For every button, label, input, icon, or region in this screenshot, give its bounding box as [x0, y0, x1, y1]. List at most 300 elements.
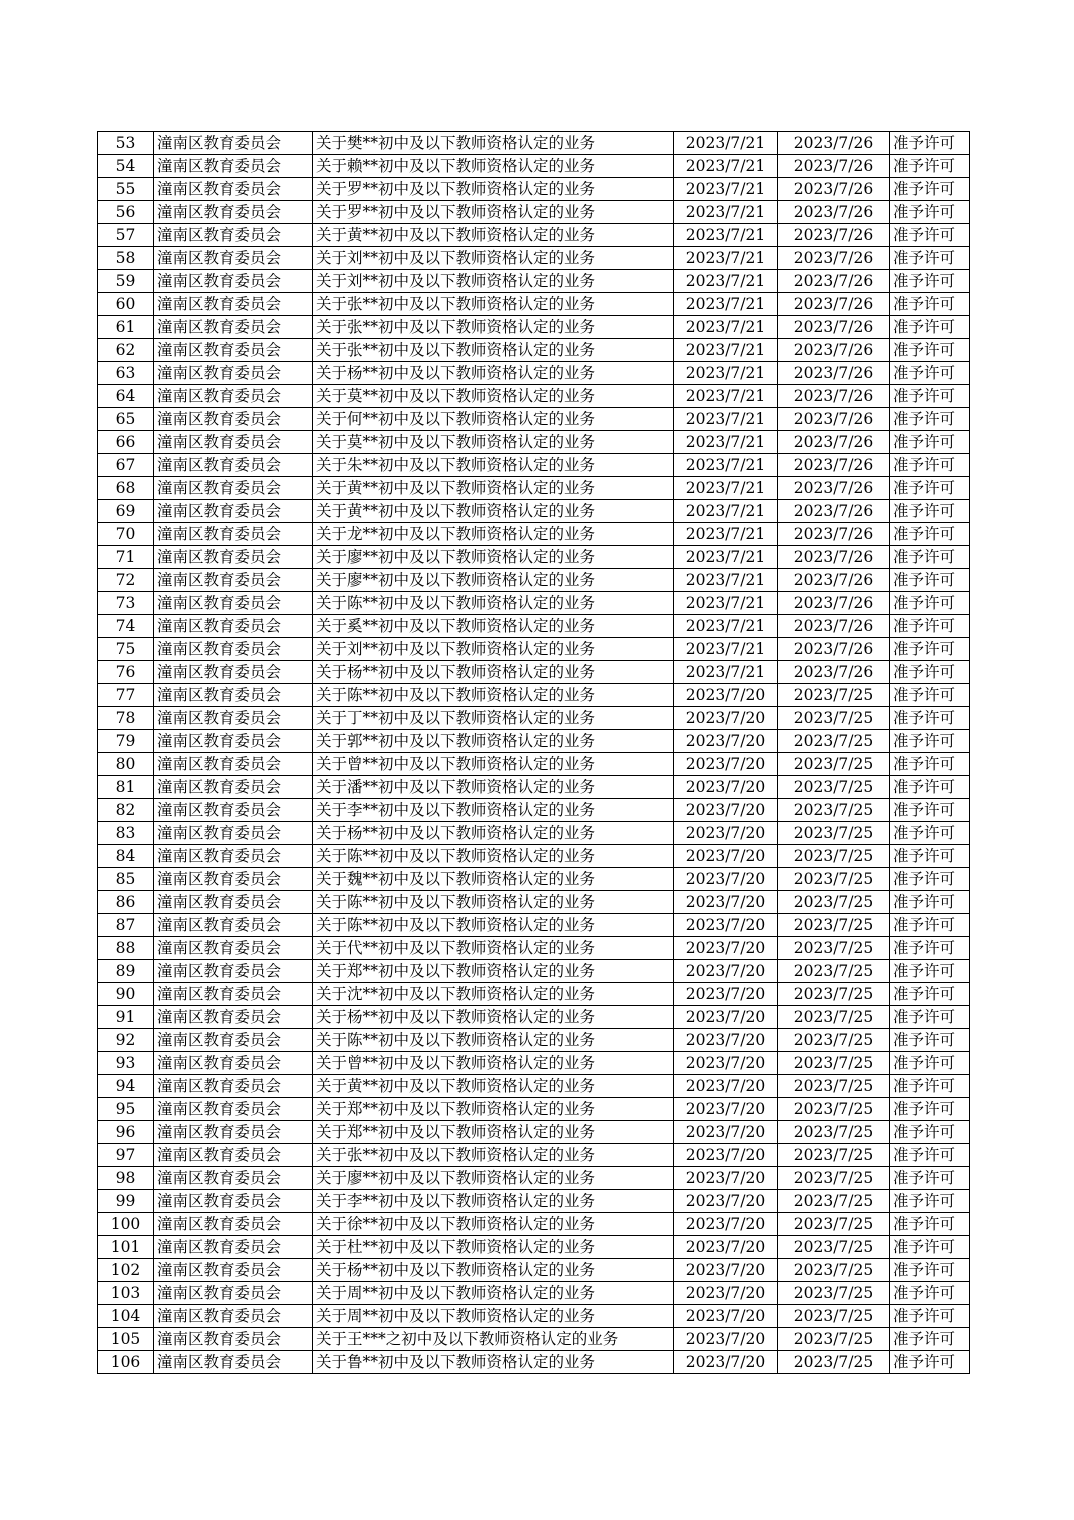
matter-title: 关于潘**初中及以下教师资格认定的业务 [313, 776, 674, 799]
permit-table-body [98, 132, 970, 1374]
table-row [98, 960, 970, 983]
authority-name: 潼南区教育委员会 [154, 178, 313, 201]
decision-date: 2023/7/26 [778, 615, 890, 638]
authority-name: 潼南区教育委员会 [154, 799, 313, 822]
matter-title: 关于杨**初中及以下教师资格认定的业务 [313, 822, 674, 845]
matter-title: 关于李**初中及以下教师资格认定的业务 [313, 799, 674, 822]
authority-name: 潼南区教育委员会 [154, 546, 313, 569]
accept-date: 2023/7/21 [674, 339, 778, 362]
decision-date: 2023/7/26 [778, 293, 890, 316]
accept-date: 2023/7/21 [674, 523, 778, 546]
table-row [98, 477, 970, 500]
row-number: 53 [98, 132, 154, 155]
table-row [98, 799, 970, 822]
row-number: 105 [98, 1328, 154, 1351]
table-row [98, 684, 970, 707]
matter-title: 关于王***之初中及以下教师资格认定的业务 [313, 1328, 674, 1351]
accept-date: 2023/7/20 [674, 983, 778, 1006]
permit-table [97, 131, 970, 1374]
decision-result: 准予许可 [890, 592, 970, 615]
matter-title: 关于陈**初中及以下教师资格认定的业务 [313, 592, 674, 615]
authority-name: 潼南区教育委员会 [154, 753, 313, 776]
table-row [98, 1236, 970, 1259]
accept-date: 2023/7/21 [674, 615, 778, 638]
accept-date: 2023/7/20 [674, 1190, 778, 1213]
matter-title: 关于罗**初中及以下教师资格认定的业务 [313, 201, 674, 224]
decision-date: 2023/7/26 [778, 270, 890, 293]
decision-result: 准予许可 [890, 1190, 970, 1213]
table-row [98, 845, 970, 868]
decision-result: 准予许可 [890, 247, 970, 270]
accept-date: 2023/7/21 [674, 638, 778, 661]
row-number: 97 [98, 1144, 154, 1167]
matter-title: 关于张**初中及以下教师资格认定的业务 [313, 339, 674, 362]
accept-date: 2023/7/20 [674, 730, 778, 753]
table-row [98, 1167, 970, 1190]
table-row [98, 1121, 970, 1144]
decision-result: 准予许可 [890, 1213, 970, 1236]
accept-date: 2023/7/20 [674, 707, 778, 730]
row-number: 106 [98, 1351, 154, 1374]
table-row [98, 201, 970, 224]
decision-result: 准予许可 [890, 684, 970, 707]
table-row [98, 776, 970, 799]
row-number: 91 [98, 1006, 154, 1029]
accept-date: 2023/7/20 [674, 868, 778, 891]
accept-date: 2023/7/21 [674, 431, 778, 454]
decision-date: 2023/7/25 [778, 868, 890, 891]
table-row [98, 1328, 970, 1351]
accept-date: 2023/7/21 [674, 362, 778, 385]
accept-date: 2023/7/21 [674, 132, 778, 155]
row-number: 61 [98, 316, 154, 339]
row-number: 73 [98, 592, 154, 615]
decision-date: 2023/7/25 [778, 1144, 890, 1167]
matter-title: 关于龙**初中及以下教师资格认定的业务 [313, 523, 674, 546]
table-row [98, 937, 970, 960]
authority-name: 潼南区教育委员会 [154, 615, 313, 638]
matter-title: 关于郑**初中及以下教师资格认定的业务 [313, 960, 674, 983]
decision-result: 准予许可 [890, 1259, 970, 1282]
matter-title: 关于赖**初中及以下教师资格认定的业务 [313, 155, 674, 178]
row-number: 88 [98, 937, 154, 960]
decision-date: 2023/7/25 [778, 1259, 890, 1282]
matter-title: 关于张**初中及以下教师资格认定的业务 [313, 293, 674, 316]
authority-name: 潼南区教育委员会 [154, 1328, 313, 1351]
row-number: 63 [98, 362, 154, 385]
row-number: 86 [98, 891, 154, 914]
decision-date: 2023/7/26 [778, 431, 890, 454]
accept-date: 2023/7/20 [674, 1075, 778, 1098]
accept-date: 2023/7/20 [674, 1029, 778, 1052]
table-row [98, 431, 970, 454]
decision-date: 2023/7/26 [778, 546, 890, 569]
decision-date: 2023/7/25 [778, 1075, 890, 1098]
row-number: 77 [98, 684, 154, 707]
decision-result: 准予许可 [890, 960, 970, 983]
decision-result: 准予许可 [890, 1075, 970, 1098]
authority-name: 潼南区教育委员会 [154, 316, 313, 339]
matter-title: 关于廖**初中及以下教师资格认定的业务 [313, 1167, 674, 1190]
decision-result: 准予许可 [890, 201, 970, 224]
row-number: 75 [98, 638, 154, 661]
decision-date: 2023/7/25 [778, 776, 890, 799]
matter-title: 关于廖**初中及以下教师资格认定的业务 [313, 546, 674, 569]
table-row [98, 638, 970, 661]
decision-result: 准予许可 [890, 891, 970, 914]
row-number: 76 [98, 661, 154, 684]
accept-date: 2023/7/20 [674, 753, 778, 776]
table-row [98, 339, 970, 362]
decision-result: 准予许可 [890, 1328, 970, 1351]
accept-date: 2023/7/21 [674, 155, 778, 178]
authority-name: 潼南区教育委员会 [154, 1351, 313, 1374]
matter-title: 关于刘**初中及以下教师资格认定的业务 [313, 247, 674, 270]
table-row [98, 1075, 970, 1098]
row-number: 100 [98, 1213, 154, 1236]
row-number: 74 [98, 615, 154, 638]
matter-title: 关于曾**初中及以下教师资格认定的业务 [313, 753, 674, 776]
table-row [98, 454, 970, 477]
row-number: 84 [98, 845, 154, 868]
row-number: 81 [98, 776, 154, 799]
row-number: 103 [98, 1282, 154, 1305]
matter-title: 关于陈**初中及以下教师资格认定的业务 [313, 845, 674, 868]
decision-date: 2023/7/25 [778, 822, 890, 845]
decision-date: 2023/7/25 [778, 891, 890, 914]
matter-title: 关于周**初中及以下教师资格认定的业务 [313, 1282, 674, 1305]
authority-name: 潼南区教育委员会 [154, 1075, 313, 1098]
accept-date: 2023/7/20 [674, 960, 778, 983]
decision-result: 准予许可 [890, 914, 970, 937]
decision-result: 准予许可 [890, 178, 970, 201]
table-row [98, 1351, 970, 1374]
matter-title: 关于曾**初中及以下教师资格认定的业务 [313, 1052, 674, 1075]
row-number: 79 [98, 730, 154, 753]
row-number: 78 [98, 707, 154, 730]
row-number: 104 [98, 1305, 154, 1328]
row-number: 71 [98, 546, 154, 569]
table-row [98, 293, 970, 316]
decision-date: 2023/7/25 [778, 707, 890, 730]
accept-date: 2023/7/20 [674, 1259, 778, 1282]
authority-name: 潼南区教育委员会 [154, 1029, 313, 1052]
row-number: 57 [98, 224, 154, 247]
accept-date: 2023/7/21 [674, 592, 778, 615]
table-row [98, 1259, 970, 1282]
accept-date: 2023/7/21 [674, 293, 778, 316]
matter-title: 关于丁**初中及以下教师资格认定的业务 [313, 707, 674, 730]
matter-title: 关于郑**初中及以下教师资格认定的业务 [313, 1098, 674, 1121]
accept-date: 2023/7/21 [674, 224, 778, 247]
accept-date: 2023/7/21 [674, 178, 778, 201]
decision-date: 2023/7/25 [778, 1305, 890, 1328]
authority-name: 潼南区教育委员会 [154, 132, 313, 155]
accept-date: 2023/7/21 [674, 477, 778, 500]
decision-date: 2023/7/25 [778, 914, 890, 937]
matter-title: 关于奚**初中及以下教师资格认定的业务 [313, 615, 674, 638]
decision-result: 准予许可 [890, 707, 970, 730]
accept-date: 2023/7/20 [674, 1167, 778, 1190]
decision-date: 2023/7/25 [778, 1282, 890, 1305]
matter-title: 关于代**初中及以下教师资格认定的业务 [313, 937, 674, 960]
authority-name: 潼南区教育委员会 [154, 983, 313, 1006]
accept-date: 2023/7/20 [674, 822, 778, 845]
table-row [98, 730, 970, 753]
table-row [98, 615, 970, 638]
decision-result: 准予许可 [890, 1144, 970, 1167]
authority-name: 潼南区教育委员会 [154, 1190, 313, 1213]
table-row [98, 822, 970, 845]
authority-name: 潼南区教育委员会 [154, 1121, 313, 1144]
matter-title: 关于杜**初中及以下教师资格认定的业务 [313, 1236, 674, 1259]
decision-result: 准予许可 [890, 316, 970, 339]
accept-date: 2023/7/21 [674, 546, 778, 569]
row-number: 83 [98, 822, 154, 845]
authority-name: 潼南区教育委员会 [154, 293, 313, 316]
decision-result: 准予许可 [890, 615, 970, 638]
accept-date: 2023/7/20 [674, 799, 778, 822]
authority-name: 潼南区教育委员会 [154, 1305, 313, 1328]
authority-name: 潼南区教育委员会 [154, 523, 313, 546]
table-row [98, 569, 970, 592]
row-number: 66 [98, 431, 154, 454]
matter-title: 关于魏**初中及以下教师资格认定的业务 [313, 868, 674, 891]
decision-date: 2023/7/25 [778, 684, 890, 707]
decision-result: 准予许可 [890, 155, 970, 178]
accept-date: 2023/7/21 [674, 454, 778, 477]
matter-title: 关于周**初中及以下教师资格认定的业务 [313, 1305, 674, 1328]
table-row [98, 546, 970, 569]
authority-name: 潼南区教育委员会 [154, 431, 313, 454]
accept-date: 2023/7/21 [674, 661, 778, 684]
decision-result: 准予许可 [890, 822, 970, 845]
decision-result: 准予许可 [890, 454, 970, 477]
table-row [98, 753, 970, 776]
table-row [98, 224, 970, 247]
matter-title: 关于杨**初中及以下教师资格认定的业务 [313, 362, 674, 385]
table-row [98, 500, 970, 523]
table-row [98, 707, 970, 730]
table-row [98, 914, 970, 937]
decision-result: 准予许可 [890, 799, 970, 822]
table-row [98, 270, 970, 293]
matter-title: 关于樊**初中及以下教师资格认定的业务 [313, 132, 674, 155]
decision-date: 2023/7/25 [778, 1167, 890, 1190]
matter-title: 关于陈**初中及以下教师资格认定的业务 [313, 914, 674, 937]
table-row [98, 868, 970, 891]
table-row [98, 592, 970, 615]
authority-name: 潼南区教育委员会 [154, 500, 313, 523]
authority-name: 潼南区教育委员会 [154, 845, 313, 868]
authority-name: 潼南区教育委员会 [154, 1052, 313, 1075]
matter-title: 关于杨**初中及以下教师资格认定的业务 [313, 661, 674, 684]
decision-date: 2023/7/25 [778, 730, 890, 753]
matter-title: 关于黄**初中及以下教师资格认定的业务 [313, 224, 674, 247]
authority-name: 潼南区教育委员会 [154, 155, 313, 178]
decision-result: 准予许可 [890, 730, 970, 753]
matter-title: 关于刘**初中及以下教师资格认定的业务 [313, 270, 674, 293]
matter-title: 关于张**初中及以下教师资格认定的业务 [313, 316, 674, 339]
table-row [98, 247, 970, 270]
decision-date: 2023/7/25 [778, 1029, 890, 1052]
table-row [98, 1305, 970, 1328]
authority-name: 潼南区教育委员会 [154, 1213, 313, 1236]
decision-date: 2023/7/25 [778, 937, 890, 960]
decision-result: 准予许可 [890, 408, 970, 431]
authority-name: 潼南区教育委员会 [154, 362, 313, 385]
authority-name: 潼南区教育委员会 [154, 1006, 313, 1029]
decision-result: 准予许可 [890, 1236, 970, 1259]
decision-result: 准予许可 [890, 224, 970, 247]
decision-date: 2023/7/26 [778, 661, 890, 684]
decision-date: 2023/7/25 [778, 1098, 890, 1121]
decision-result: 准予许可 [890, 1351, 970, 1374]
decision-date: 2023/7/26 [778, 569, 890, 592]
accept-date: 2023/7/20 [674, 1052, 778, 1075]
decision-result: 准予许可 [890, 293, 970, 316]
accept-date: 2023/7/20 [674, 1305, 778, 1328]
row-number: 102 [98, 1259, 154, 1282]
decision-date: 2023/7/26 [778, 477, 890, 500]
row-number: 60 [98, 293, 154, 316]
authority-name: 潼南区教育委员会 [154, 1236, 313, 1259]
table-row [98, 1144, 970, 1167]
decision-date: 2023/7/25 [778, 845, 890, 868]
accept-date: 2023/7/20 [674, 1236, 778, 1259]
decision-date: 2023/7/26 [778, 385, 890, 408]
authority-name: 潼南区教育委员会 [154, 730, 313, 753]
authority-name: 潼南区教育委员会 [154, 1282, 313, 1305]
authority-name: 潼南区教育委员会 [154, 201, 313, 224]
row-number: 72 [98, 569, 154, 592]
accept-date: 2023/7/20 [674, 1098, 778, 1121]
decision-date: 2023/7/26 [778, 178, 890, 201]
decision-result: 准予许可 [890, 983, 970, 1006]
authority-name: 潼南区教育委员会 [154, 914, 313, 937]
decision-date: 2023/7/26 [778, 224, 890, 247]
decision-date: 2023/7/25 [778, 1121, 890, 1144]
decision-result: 准予许可 [890, 431, 970, 454]
authority-name: 潼南区教育委员会 [154, 937, 313, 960]
decision-result: 准予许可 [890, 385, 970, 408]
row-number: 96 [98, 1121, 154, 1144]
decision-result: 准予许可 [890, 477, 970, 500]
row-number: 80 [98, 753, 154, 776]
matter-title: 关于郑**初中及以下教师资格认定的业务 [313, 1121, 674, 1144]
decision-date: 2023/7/26 [778, 339, 890, 362]
decision-result: 准予许可 [890, 1167, 970, 1190]
row-number: 89 [98, 960, 154, 983]
decision-result: 准予许可 [890, 868, 970, 891]
decision-date: 2023/7/26 [778, 500, 890, 523]
row-number: 92 [98, 1029, 154, 1052]
accept-date: 2023/7/20 [674, 1351, 778, 1374]
decision-result: 准予许可 [890, 523, 970, 546]
table-row [98, 1282, 970, 1305]
matter-title: 关于李**初中及以下教师资格认定的业务 [313, 1190, 674, 1213]
table-row [98, 316, 970, 339]
accept-date: 2023/7/21 [674, 500, 778, 523]
accept-date: 2023/7/20 [674, 1328, 778, 1351]
row-number: 55 [98, 178, 154, 201]
authority-name: 潼南区教育委员会 [154, 1098, 313, 1121]
decision-date: 2023/7/25 [778, 1236, 890, 1259]
decision-date: 2023/7/26 [778, 155, 890, 178]
row-number: 99 [98, 1190, 154, 1213]
table-row [98, 523, 970, 546]
row-number: 54 [98, 155, 154, 178]
matter-title: 关于莫**初中及以下教师资格认定的业务 [313, 431, 674, 454]
decision-date: 2023/7/25 [778, 1213, 890, 1236]
decision-date: 2023/7/26 [778, 362, 890, 385]
decision-date: 2023/7/25 [778, 753, 890, 776]
table-row [98, 155, 970, 178]
row-number: 69 [98, 500, 154, 523]
accept-date: 2023/7/21 [674, 569, 778, 592]
table-row [98, 983, 970, 1006]
decision-result: 准予许可 [890, 638, 970, 661]
authority-name: 潼南区教育委员会 [154, 247, 313, 270]
matter-title: 关于朱**初中及以下教师资格认定的业务 [313, 454, 674, 477]
table-row [98, 1052, 970, 1075]
table-row [98, 1098, 970, 1121]
decision-date: 2023/7/25 [778, 1052, 890, 1075]
decision-result: 准予许可 [890, 661, 970, 684]
matter-title: 关于黄**初中及以下教师资格认定的业务 [313, 500, 674, 523]
decision-date: 2023/7/26 [778, 201, 890, 224]
row-number: 98 [98, 1167, 154, 1190]
decision-result: 准予许可 [890, 937, 970, 960]
authority-name: 潼南区教育委员会 [154, 1167, 313, 1190]
decision-result: 准予许可 [890, 1052, 970, 1075]
decision-date: 2023/7/26 [778, 132, 890, 155]
matter-title: 关于莫**初中及以下教师资格认定的业务 [313, 385, 674, 408]
decision-result: 准予许可 [890, 753, 970, 776]
decision-result: 准予许可 [890, 500, 970, 523]
decision-result: 准予许可 [890, 132, 970, 155]
accept-date: 2023/7/20 [674, 891, 778, 914]
table-row [98, 1190, 970, 1213]
row-number: 87 [98, 914, 154, 937]
row-number: 94 [98, 1075, 154, 1098]
decision-result: 准予许可 [890, 270, 970, 293]
row-number: 90 [98, 983, 154, 1006]
decision-date: 2023/7/26 [778, 408, 890, 431]
decision-date: 2023/7/25 [778, 1006, 890, 1029]
table-row [98, 132, 970, 155]
table-row [98, 1029, 970, 1052]
accept-date: 2023/7/20 [674, 1144, 778, 1167]
decision-date: 2023/7/25 [778, 799, 890, 822]
authority-name: 潼南区教育委员会 [154, 569, 313, 592]
decision-result: 准予许可 [890, 569, 970, 592]
row-number: 56 [98, 201, 154, 224]
table-row [98, 362, 970, 385]
decision-date: 2023/7/26 [778, 638, 890, 661]
accept-date: 2023/7/20 [674, 1006, 778, 1029]
matter-title: 关于郭**初中及以下教师资格认定的业务 [313, 730, 674, 753]
matter-title: 关于黄**初中及以下教师资格认定的业务 [313, 477, 674, 500]
decision-date: 2023/7/25 [778, 1328, 890, 1351]
authority-name: 潼南区教育委员会 [154, 385, 313, 408]
accept-date: 2023/7/21 [674, 247, 778, 270]
decision-date: 2023/7/25 [778, 1351, 890, 1374]
authority-name: 潼南区教育委员会 [154, 661, 313, 684]
decision-result: 准予许可 [890, 1282, 970, 1305]
decision-date: 2023/7/25 [778, 983, 890, 1006]
accept-date: 2023/7/20 [674, 914, 778, 937]
